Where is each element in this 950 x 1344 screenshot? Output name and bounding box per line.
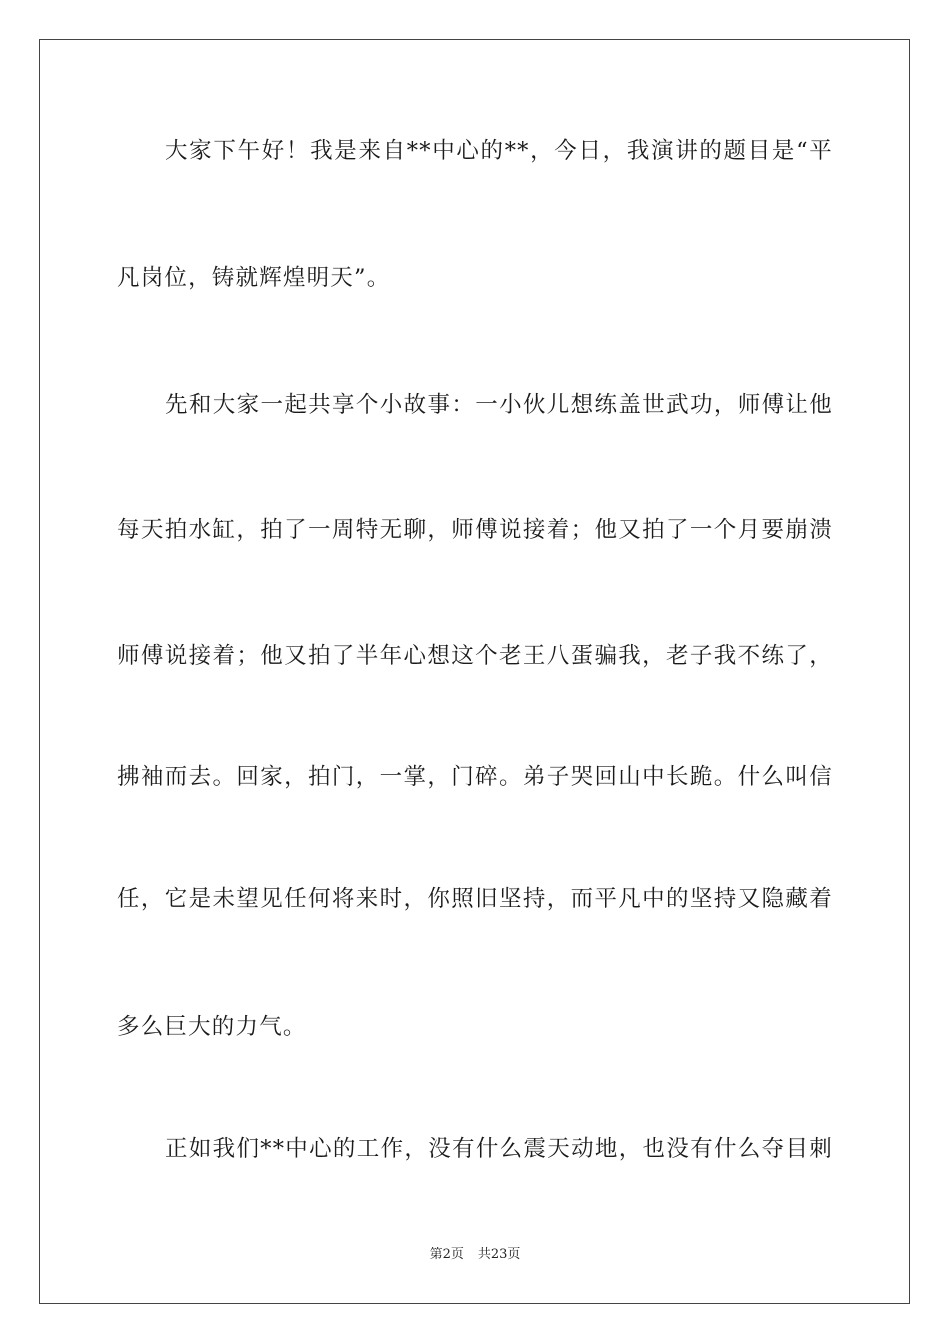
paragraph-line: 每天拍水缸，拍了一周特无聊，师傅说接着；他又拍了一个月要崩溃	[117, 517, 833, 543]
paragraph-line: 任，它是未望见任何将来时，你照旧坚持，而平凡中的坚持又隐藏着	[117, 886, 833, 912]
paragraph-line: 大家下午好！我是来自**中心的**，今日，我演讲的题目是“平	[165, 138, 833, 164]
page-number: 第2页	[429, 1247, 464, 1262]
page-footer	[0, 1246, 950, 1264]
page-frame	[39, 39, 910, 1304]
paragraph-line: 先和大家一起共享个小故事：一小伙儿想练盖世武功，师傅让他	[165, 392, 833, 418]
paragraph-line: 师傅说接着；他又拍了半年心想这个老王八蛋骗我，老子我不练了，	[117, 643, 833, 669]
page-total: 共23页	[477, 1247, 521, 1262]
paragraph-line: 多么巨大的力气。	[117, 1014, 307, 1040]
paragraph-line: 正如我们**中心的工作，没有什么震天动地，也没有什么夺目刺	[165, 1136, 833, 1162]
paragraph-line: 拂袖而去。回家，拍门，一掌，门碎。弟子哭回山中长跪。什么叫信	[117, 764, 833, 790]
paragraph-line: 凡岗位，铸就辉煌明天”。	[117, 265, 391, 291]
